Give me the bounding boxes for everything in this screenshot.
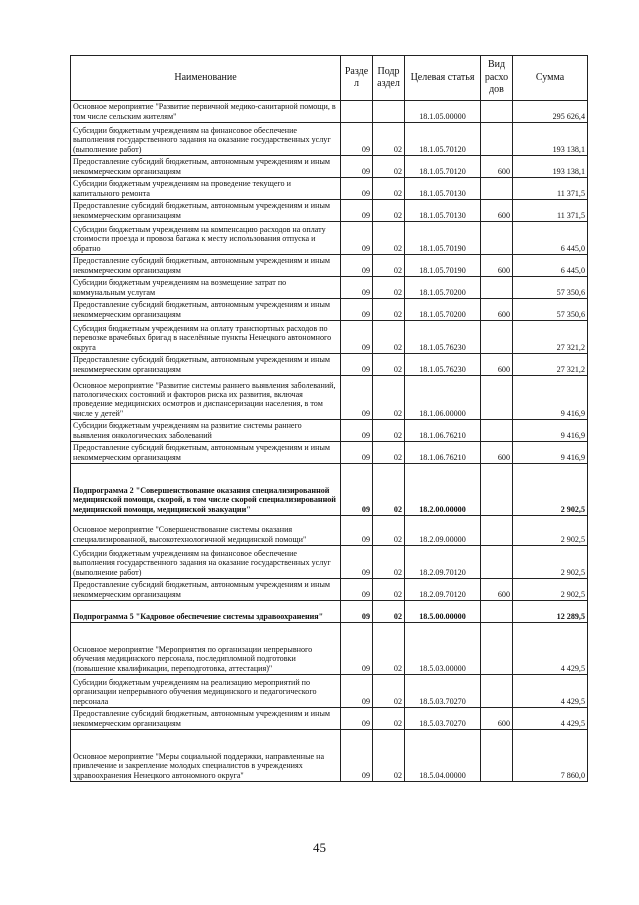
- row-name-cell: Субсидии бюджетным учреждениям на проведение текущего и капитального ремонта: [71, 178, 341, 200]
- page-number: 45: [313, 840, 326, 855]
- row-expense-type-cell: [481, 464, 513, 516]
- table-row: [71, 299, 588, 321]
- row-section-cell: 09: [341, 277, 373, 299]
- row-subsection-cell: 02: [373, 675, 405, 708]
- table-row: [71, 601, 588, 623]
- row-amount-cell: 193 138,1: [513, 156, 588, 178]
- row-amount-cell: 2 902,5: [513, 464, 588, 516]
- row-subsection-cell: 02: [373, 354, 405, 376]
- row-amount-cell: 7 860,0: [513, 730, 588, 782]
- row-name-cell: Субсидии бюджетным учреждениям на возмещение затрат по коммунальным услугам: [71, 277, 341, 299]
- row-expense-type-cell: 600: [481, 708, 513, 730]
- table-row: [71, 123, 588, 156]
- row-section-cell: 09: [341, 299, 373, 321]
- row-target-cell: 18.2.09.70120: [405, 579, 481, 601]
- row-amount-cell: 27 321,2: [513, 321, 588, 354]
- row-target-cell: 18.5.03.70270: [405, 708, 481, 730]
- row-expense-type-cell: [481, 123, 513, 156]
- table-row: [71, 376, 588, 420]
- row-amount-cell: 2 902,5: [513, 546, 588, 579]
- row-target-cell: 18.5.04.00000: [405, 730, 481, 782]
- row-section-cell: 09: [341, 376, 373, 420]
- header-section: Разде л: [341, 56, 373, 101]
- budget-table: [70, 55, 588, 782]
- row-target-cell: 18.1.05.76230: [405, 354, 481, 376]
- row-section-cell: [341, 101, 373, 123]
- row-name-cell: Субсидии бюджетным учреждениям на финансовое обеспечение выполнения государственного задания на оказание государственных услуг (выполнение работ): [71, 546, 341, 579]
- row-section-cell: 09: [341, 708, 373, 730]
- row-section-cell: 09: [341, 420, 373, 442]
- row-target-cell: 18.1.05.70190: [405, 255, 481, 277]
- header-expense-type: Вид расхо дов: [481, 56, 513, 101]
- row-subsection-cell: 02: [373, 299, 405, 321]
- row-section-cell: 09: [341, 675, 373, 708]
- row-target-cell: 18.1.06.76210: [405, 420, 481, 442]
- row-expense-type-cell: [481, 420, 513, 442]
- row-name-cell: Подпрограмма 2 "Совершенствование оказания специализированной медицинской помощи, скорой, в том числе скорой специализированной медицинской помощи, медицинской эвакуации": [71, 464, 341, 516]
- row-amount-cell: 9 416,9: [513, 442, 588, 464]
- row-subsection-cell: [373, 101, 405, 123]
- row-section-cell: 09: [341, 123, 373, 156]
- row-target-cell: 18.1.05.70120: [405, 156, 481, 178]
- row-expense-type-cell: [481, 277, 513, 299]
- row-target-cell: 18.2.09.00000: [405, 516, 481, 546]
- row-expense-type-cell: [481, 376, 513, 420]
- row-section-cell: 09: [341, 200, 373, 222]
- row-name-cell: Субсидии бюджетным учреждениям на финансовое обеспечение выполнения государственного задания на оказание государственных услуг (выполнение работ): [71, 123, 341, 156]
- row-subsection-cell: 02: [373, 156, 405, 178]
- row-section-cell: 09: [341, 464, 373, 516]
- row-expense-type-cell: [481, 623, 513, 675]
- row-amount-cell: 6 445,0: [513, 255, 588, 277]
- row-expense-type-cell: [481, 222, 513, 255]
- row-subsection-cell: 02: [373, 442, 405, 464]
- table-row: [71, 222, 588, 255]
- table-row: [71, 321, 588, 354]
- row-amount-cell: 11 371,5: [513, 200, 588, 222]
- row-expense-type-cell: [481, 516, 513, 546]
- row-subsection-cell: 02: [373, 200, 405, 222]
- row-section-cell: 09: [341, 321, 373, 354]
- row-name-cell: Предоставление субсидий бюджетным, автономным учреждениям и иным некоммерческим организациям: [71, 708, 341, 730]
- row-subsection-cell: 02: [373, 623, 405, 675]
- row-name-cell: Субсидии бюджетным учреждениям на развитие системы раннего выявления онкологических заболеваний: [71, 420, 341, 442]
- row-subsection-cell: 02: [373, 601, 405, 623]
- row-name-cell: Предоставление субсидий бюджетным, автономным учреждениям и иным некоммерческим организациям: [71, 579, 341, 601]
- row-amount-cell: 12 289,5: [513, 601, 588, 623]
- row-subsection-cell: 02: [373, 321, 405, 354]
- row-subsection-cell: 02: [373, 730, 405, 782]
- row-target-cell: 18.5.03.70270: [405, 675, 481, 708]
- row-expense-type-cell: [481, 321, 513, 354]
- row-target-cell: 18.1.05.70200: [405, 299, 481, 321]
- row-subsection-cell: 02: [373, 516, 405, 546]
- row-name-cell: Предоставление субсидий бюджетным, автономным учреждениям и иным некоммерческим организациям: [71, 354, 341, 376]
- row-name-cell: Основное мероприятие "Меры социальной поддержки, направленные на привлечение и закрепление молодых специалистов в учреждениях здравоохранения Ненецкого автономного округа": [71, 730, 341, 782]
- row-subsection-cell: 02: [373, 546, 405, 579]
- row-name-cell: Предоставление субсидий бюджетным, автономным учреждениям и иным некоммерческим организациям: [71, 255, 341, 277]
- row-expense-type-cell: 600: [481, 579, 513, 601]
- row-amount-cell: 4 429,5: [513, 623, 588, 675]
- table-row: [71, 255, 588, 277]
- row-name-cell: Субсидия бюджетным учреждениям на оплату транспортных расходов по перевозке врачебных бригад в населённые пункты Ненецкого автономного округа: [71, 321, 341, 354]
- row-target-cell: 18.1.06.76210: [405, 442, 481, 464]
- row-expense-type-cell: [481, 730, 513, 782]
- row-name-cell: Субсидии бюджетным учреждениям на реализацию мероприятий по организации непрерывного обучения медицинского и педагогического персонала: [71, 675, 341, 708]
- table-row: [71, 516, 588, 546]
- row-target-cell: 18.2.00.00000: [405, 464, 481, 516]
- row-name-cell: Подпрограмма 5 "Кадровое обеспечение системы здравоохранения": [71, 601, 341, 623]
- row-subsection-cell: 02: [373, 376, 405, 420]
- row-section-cell: 09: [341, 546, 373, 579]
- row-expense-type-cell: 600: [481, 354, 513, 376]
- row-amount-cell: 4 429,5: [513, 708, 588, 730]
- table-row: [71, 101, 588, 123]
- row-expense-type-cell: 600: [481, 299, 513, 321]
- table-header-row: [71, 56, 588, 101]
- row-target-cell: 18.1.05.70120: [405, 123, 481, 156]
- row-section-cell: 09: [341, 516, 373, 546]
- row-expense-type-cell: 600: [481, 156, 513, 178]
- table-row: [71, 178, 588, 200]
- row-amount-cell: 4 429,5: [513, 675, 588, 708]
- table-row: [71, 546, 588, 579]
- row-amount-cell: 11 371,5: [513, 178, 588, 200]
- table-row: [71, 675, 588, 708]
- row-name-cell: Предоставление субсидий бюджетным, автономным учреждениям и иным некоммерческим организациям: [71, 200, 341, 222]
- row-name-cell: Субсидии бюджетным учреждениям на компенсацию расходов на оплату стоимости проезда и провоза багажа к месту использования отпуска и обратно: [71, 222, 341, 255]
- row-target-cell: 18.1.05.70130: [405, 178, 481, 200]
- row-expense-type-cell: [481, 178, 513, 200]
- row-subsection-cell: 02: [373, 464, 405, 516]
- row-amount-cell: 9 416,9: [513, 376, 588, 420]
- row-expense-type-cell: [481, 546, 513, 579]
- row-section-cell: 09: [341, 623, 373, 675]
- table-row: [71, 200, 588, 222]
- row-subsection-cell: 02: [373, 178, 405, 200]
- row-target-cell: 18.1.05.76230: [405, 321, 481, 354]
- table-row: [71, 579, 588, 601]
- row-name-cell: Предоставление субсидий бюджетным, автономным учреждениям и иным некоммерческим организациям: [71, 156, 341, 178]
- row-subsection-cell: 02: [373, 579, 405, 601]
- row-section-cell: 09: [341, 601, 373, 623]
- row-name-cell: Основное мероприятие "Совершенствование системы оказания специализированной, высокотехнологичной медицинской помощи": [71, 516, 341, 546]
- header-subsection: Подр аздел: [373, 56, 405, 101]
- row-section-cell: 09: [341, 730, 373, 782]
- row-expense-type-cell: 600: [481, 200, 513, 222]
- row-amount-cell: 6 445,0: [513, 222, 588, 255]
- header-name: Наименование: [71, 56, 341, 101]
- table-row: [71, 420, 588, 442]
- row-target-cell: 18.1.05.70190: [405, 222, 481, 255]
- table-row: [71, 730, 588, 782]
- row-amount-cell: 193 138,1: [513, 123, 588, 156]
- row-name-cell: Предоставление субсидий бюджетным, автономным учреждениям и иным некоммерческим организациям: [71, 299, 341, 321]
- row-expense-type-cell: [481, 675, 513, 708]
- row-name-cell: Основное мероприятие "Развитие первичной медико-санитарной помощи, в том числе сельским жителям": [71, 101, 341, 123]
- row-expense-type-cell: [481, 601, 513, 623]
- row-section-cell: 09: [341, 156, 373, 178]
- header-amount: Сумма: [513, 56, 588, 101]
- row-expense-type-cell: [481, 101, 513, 123]
- row-section-cell: 09: [341, 354, 373, 376]
- row-expense-type-cell: 600: [481, 255, 513, 277]
- row-subsection-cell: 02: [373, 222, 405, 255]
- table-row: [71, 354, 588, 376]
- row-section-cell: 09: [341, 442, 373, 464]
- table-row: [71, 623, 588, 675]
- row-section-cell: 09: [341, 579, 373, 601]
- row-target-cell: 18.2.09.70120: [405, 546, 481, 579]
- row-target-cell: 18.1.05.00000: [405, 101, 481, 123]
- row-subsection-cell: 02: [373, 123, 405, 156]
- row-amount-cell: 27 321,2: [513, 354, 588, 376]
- row-target-cell: 18.1.05.70130: [405, 200, 481, 222]
- table-row: [71, 442, 588, 464]
- row-name-cell: Предоставление субсидий бюджетным, автономным учреждениям и иным некоммерческим организациям: [71, 442, 341, 464]
- row-subsection-cell: 02: [373, 708, 405, 730]
- row-amount-cell: 57 350,6: [513, 299, 588, 321]
- table-row: [71, 464, 588, 516]
- row-amount-cell: 9 416,9: [513, 420, 588, 442]
- row-target-cell: 18.1.06.00000: [405, 376, 481, 420]
- header-target: Целевая статья: [405, 56, 481, 101]
- row-expense-type-cell: 600: [481, 442, 513, 464]
- row-subsection-cell: 02: [373, 277, 405, 299]
- row-amount-cell: 2 902,5: [513, 516, 588, 546]
- row-section-cell: 09: [341, 178, 373, 200]
- row-section-cell: 09: [341, 222, 373, 255]
- table-row: [71, 708, 588, 730]
- table-row: [71, 277, 588, 299]
- row-name-cell: Основное мероприятие "Развитие системы раннего выявления заболеваний, патологических состояний и факторов риска их развития, включая проведение медицинских осмотров и диспансеризации населения, в том числе у детей": [71, 376, 341, 420]
- row-target-cell: 18.1.05.70200: [405, 277, 481, 299]
- row-amount-cell: 2 902,5: [513, 579, 588, 601]
- row-section-cell: 09: [341, 255, 373, 277]
- row-amount-cell: 295 626,4: [513, 101, 588, 123]
- row-target-cell: 18.5.00.00000: [405, 601, 481, 623]
- table-body: [71, 101, 588, 782]
- row-target-cell: 18.5.03.00000: [405, 623, 481, 675]
- row-name-cell: Основное мероприятие "Мероприятия по организации непрерывного обучения медицинского персонала, последипломной подготовки (повышение квалификации, переподготовка, аттестация)": [71, 623, 341, 675]
- table-row: [71, 156, 588, 178]
- row-amount-cell: 57 350,6: [513, 277, 588, 299]
- row-subsection-cell: 02: [373, 255, 405, 277]
- row-subsection-cell: 02: [373, 420, 405, 442]
